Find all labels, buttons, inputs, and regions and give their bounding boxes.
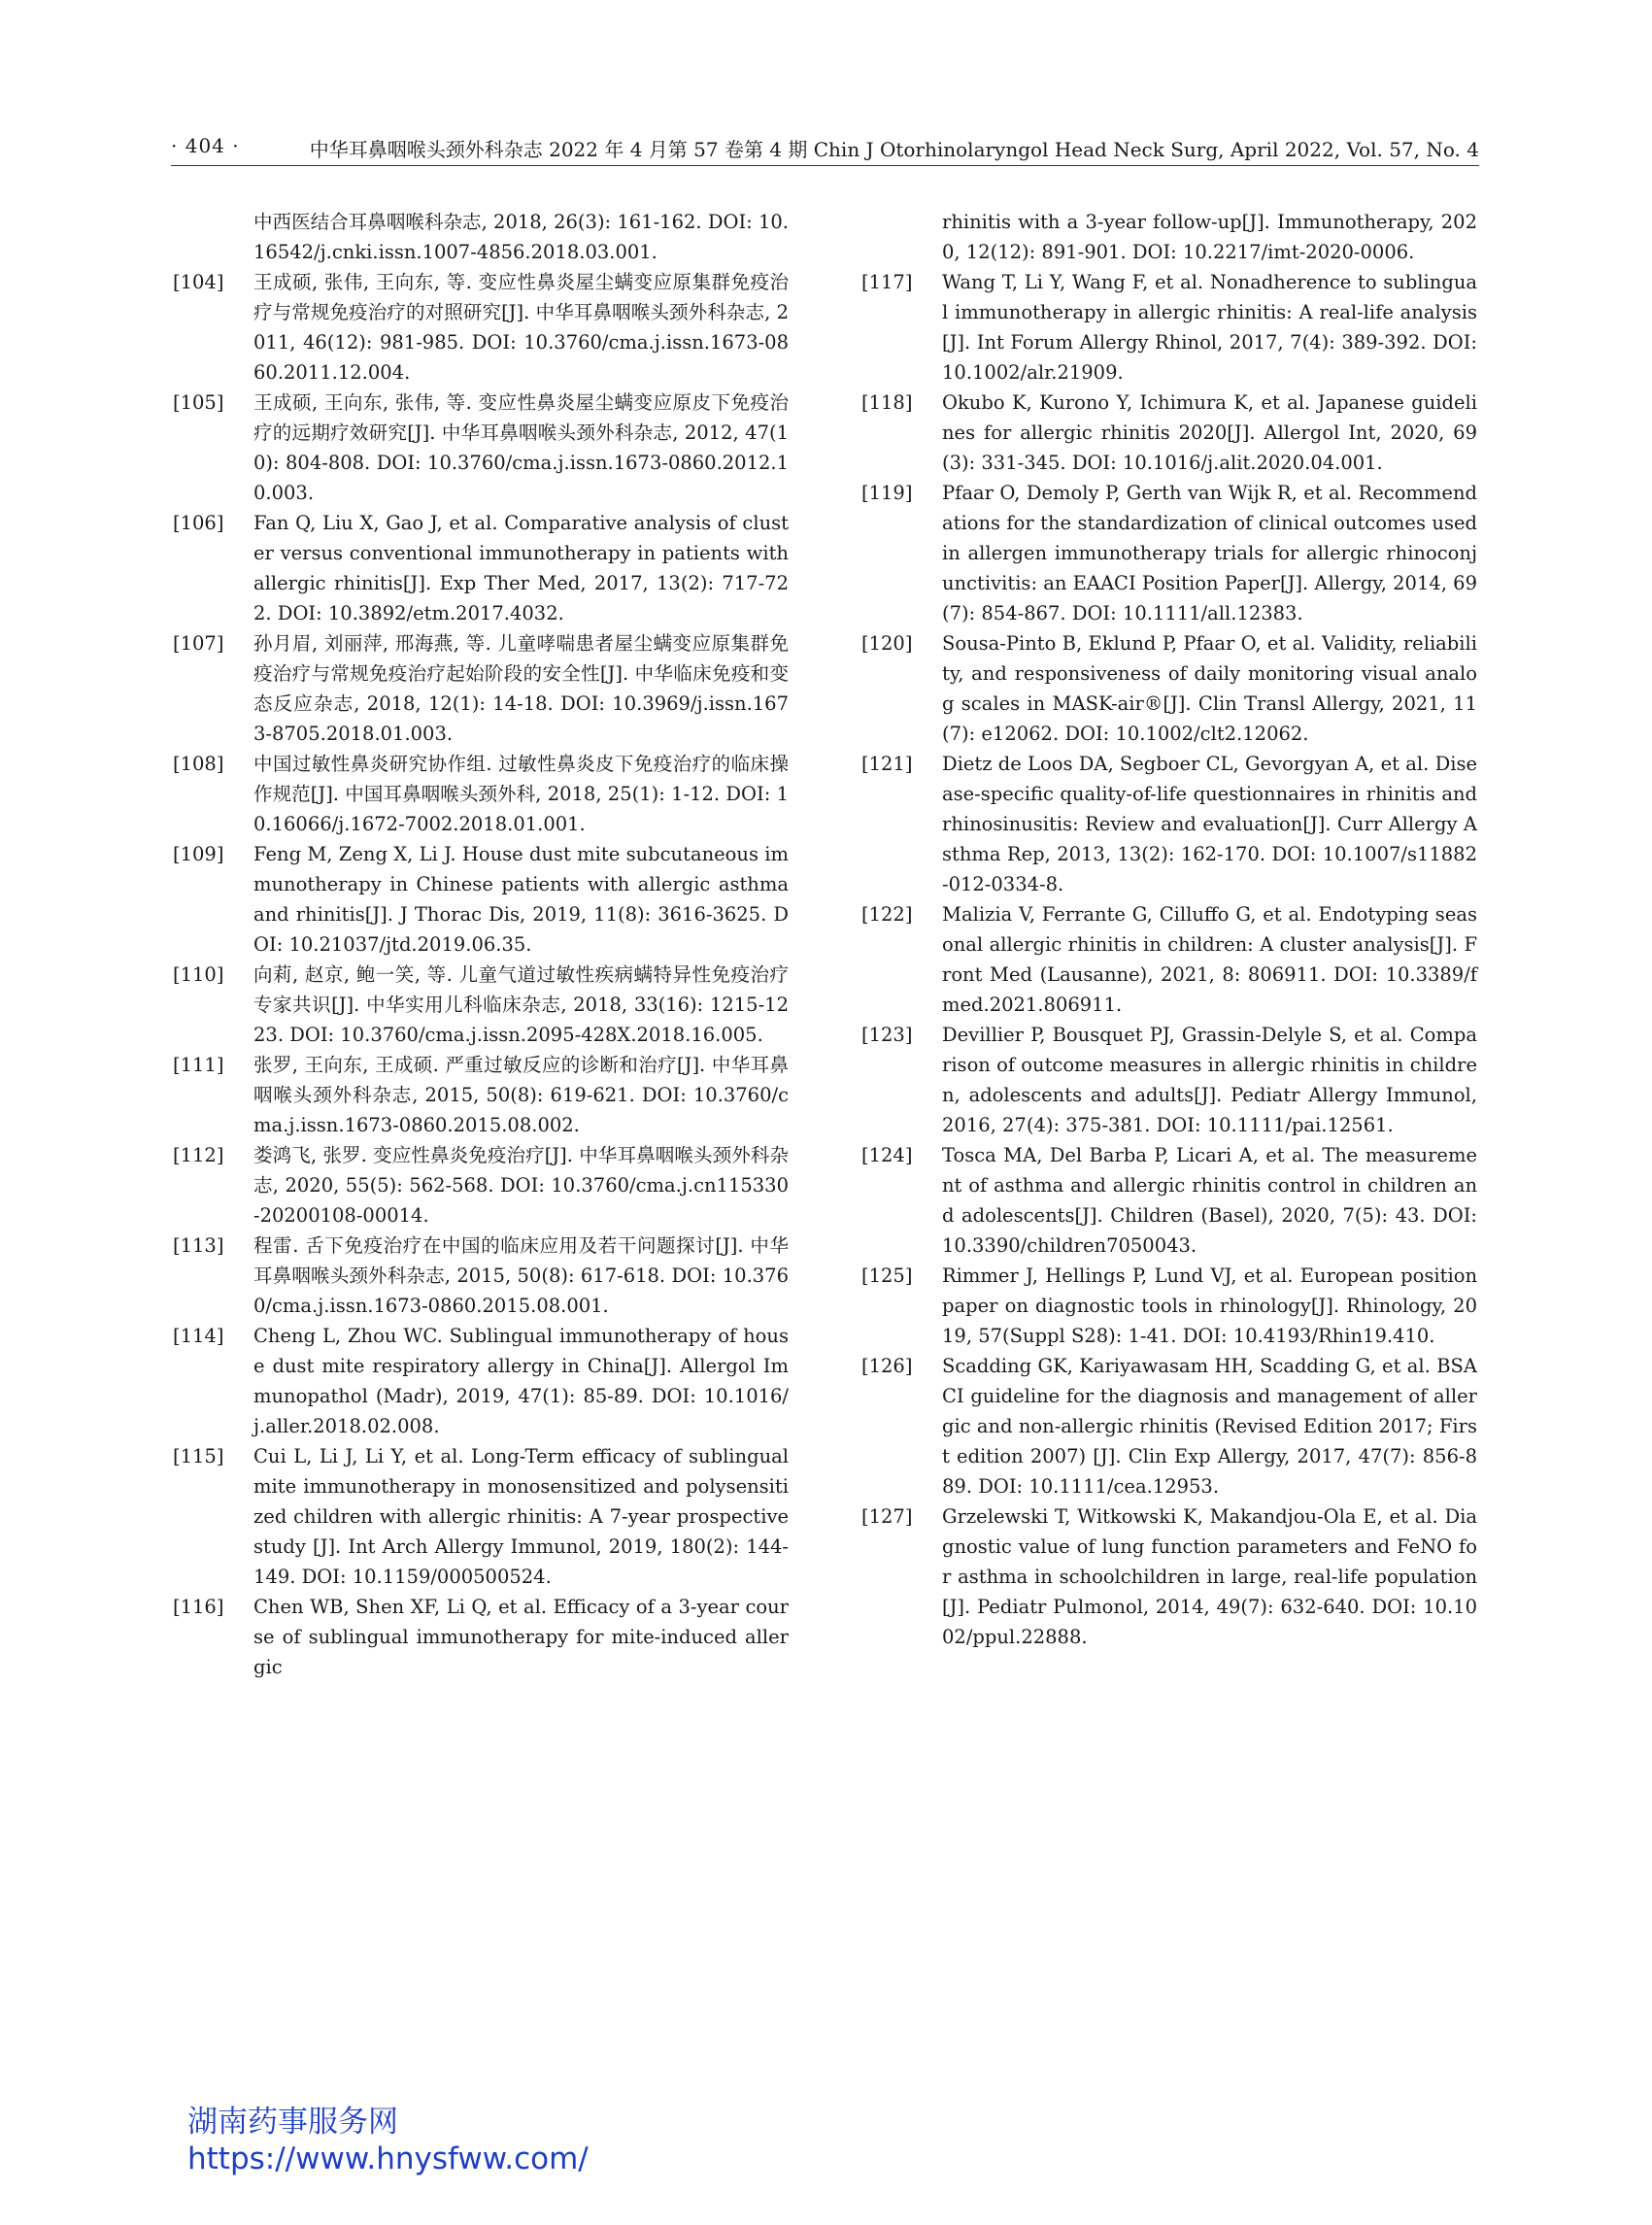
reference-item — [173, 1230, 789, 1321]
reference-text: Cheng L, Zhou WC. Sublingual immunotherapy of house dust mite respiratory allergy in China[J]. Allergol Immunopathol (Madr), 2019, 47(1): 85-89. DOI: 10.1016/j.aller.2018.02.008. — [253, 1325, 789, 1437]
reference-item — [861, 388, 1477, 478]
reference-number: [113] — [173, 1234, 224, 1257]
reference-item — [173, 1321, 789, 1441]
reference-item — [861, 1261, 1477, 1351]
reference-number: [112] — [173, 1144, 224, 1166]
page-number: · 404 · — [171, 134, 240, 157]
reference-item — [173, 1441, 789, 1592]
reference-text: 王成硕, 张伟, 王向东, 等. 变应性鼻炎屋尘螨变应原集群免疫治疗与常规免疫治疗的对照研究[J]. 中华耳鼻咽喉头颈外科杂志, 2011, 46(12): 981-985. DOI: 10.3760/cma.j.issn.1673-0860.2011.12.004. — [253, 271, 789, 384]
reference-text: 娄鸿飞, 张罗. 变应性鼻炎免疫治疗[J]. 中华耳鼻咽喉头颈外科杂志, 2020, 55(5): 562-568. DOI: 10.3760/cma.j.cn115330-20200108-00014. — [253, 1144, 789, 1227]
reference-number: [114] — [173, 1325, 224, 1347]
reference-item — [173, 1140, 789, 1230]
reference-text: 中国过敏性鼻炎研究协作组. 过敏性鼻炎皮下免疫治疗的临床操作规范[J]. 中国耳鼻咽喉头颈外科, 2018, 25(1): 1-12. DOI: 10.16066/j.1672-7002.2018.01.001. — [253, 753, 789, 835]
reference-text: Wang T, Li Y, Wang F, et al. Nonadherence to sublingual immunotherapy in allergic rhinitis: A real-life analysis[J]. Int Forum Allergy Rhinol, 2017, 7(4): 389-392. DOI: 10.1002/alr.21909. — [942, 271, 1477, 384]
reference-item — [861, 207, 1477, 267]
reference-text: Tosca MA, Del Barba P, Licari A, et al. The measurement of asthma and allergic rhinitis control in children and adolescents[J]. Children (Basel), 2020, 7(5): 43. DOI: 10.3390/children7050043. — [942, 1144, 1477, 1257]
reference-item — [173, 207, 789, 267]
reference-number: [122] — [861, 903, 913, 926]
reference-number: [111] — [173, 1054, 224, 1076]
reference-item — [861, 267, 1477, 388]
reference-number: [127] — [861, 1505, 913, 1528]
reference-item — [173, 749, 789, 839]
site-watermark — [187, 2104, 589, 2177]
reference-number: [115] — [173, 1445, 224, 1467]
reference-text: Okubo K, Kurono Y, Ichimura K, et al. Japanese guidelines for allergic rhinitis 2020[J]. Allergol Int, 2020, 69(3): 331-345. DOI: 10.1016/j.alit.2020.04.001. — [942, 391, 1477, 474]
reference-number: [124] — [861, 1144, 913, 1166]
reference-item — [173, 388, 789, 508]
reference-number: [104] — [173, 271, 224, 293]
reference-column-left — [173, 207, 789, 1682]
reference-text: rhinitis with a 3-year follow-up[J]. Immunotherapy, 2020, 12(12): 891-901. DOI: 10.2217/imt-2020-0006. — [942, 211, 1477, 263]
reference-text: Rimmer J, Hellings P, Lund VJ, et al. European position paper on diagnostic tools in rhinology[J]. Rhinology, 2019, 57(Suppl S28): 1-41. DOI: 10.4193/Rhin19.410. — [942, 1264, 1477, 1347]
reference-item — [861, 478, 1477, 628]
reference-number: [110] — [173, 963, 224, 986]
reference-text: Sousa-Pinto B, Eklund P, Pfaar O, et al. Validity, reliability, and responsiveness of daily monitoring visual analog scales in MASK-air®[J]. Clin Transl Allergy, 2021, 11(7): e12062. DOI: 10.1002/clt2.12062. — [942, 632, 1477, 745]
reference-text: Scadding GK, Kariyawasam HH, Scadding G, et al. BSACI guideline for the diagnosis and management of allergic and non-allergic rhinitis (Revised Edition 2017; First edition 2007) [J]. Clin Exp Allergy, 2017, 47(7): 856-889. DOI: 10.1111/cea.12953. — [942, 1355, 1477, 1498]
reference-text: Fan Q, Liu X, Gao J, et al. Comparative analysis of cluster versus conventional immunotherapy in patients with allergic rhinitis[J]. Exp Ther Med, 2017, 13(2): 717-722. DOI: 10.3892/etm.2017.4032. — [253, 512, 789, 624]
reference-number: [107] — [173, 632, 224, 655]
reference-text: Grzelewski T, Witkowski K, Makandjou-Ola E, et al. Diagnostic value of lung function parameters and FeNO for asthma in schoolchildren in large, real-life population [J]. Pediatr Pulmonol, 2014, 49(7): 632-640. DOI: 10.1002/ppul.22888. — [942, 1505, 1477, 1648]
reference-text: Pfaar O, Demoly P, Gerth van Wijk R, et al. Recommendations for the standardization of clinical outcomes used in allergen immunotherapy trials for allergic rhinoconjunctivitis: an EAACI Position Paper[J]. Allergy, 2014, 69(7): 854-867. DOI: 10.1111/all.12383. — [942, 482, 1477, 624]
reference-number: [123] — [861, 1024, 913, 1046]
reference-item — [173, 1592, 789, 1682]
running-header — [171, 130, 1479, 166]
reference-item — [173, 628, 789, 749]
reference-text: 孙月眉, 刘丽萍, 邢海燕, 等. 儿童哮喘患者屋尘螨变应原集群免疫治疗与常规免疫治疗起始阶段的安全性[J]. 中华临床免疫和变态反应杂志, 2018, 12(1): 14-18. DOI: 10.3969/j.issn.1673-8705.2018.01.003. — [253, 632, 789, 745]
reference-column-right — [861, 207, 1477, 1652]
reference-item — [861, 749, 1477, 899]
reference-text: 向莉, 赵京, 鲍一笑, 等. 儿童气道过敏性疾病螨特异性免疫治疗专家共识[J]. 中华实用儿科临床杂志, 2018, 33(16): 1215-1223. DOI: 10.3760/cma.j.issn.2095-428X.2018.16.005. — [253, 963, 789, 1046]
reference-number: [106] — [173, 512, 224, 534]
reference-text: 程雷. 舌下免疫治疗在中国的临床应用及若干问题探讨[J]. 中华耳鼻咽喉头颈外科杂志, 2015, 50(8): 617-618. DOI: 10.3760/cma.j.issn.1673-0860.2015.08.001. — [253, 1234, 789, 1317]
watermark-url[interactable]: https://www.hnysfww.com/ — [187, 2141, 589, 2176]
reference-text: Cui L, Li J, Li Y, et al. Long-Term efficacy of sublingual mite immunotherapy in monosensitized and polysensitized children with allergic rhinitis: A 7-year prospective study [J]. Int Arch Allergy Immunol, 2019, 180(2): 144-149. DOI: 10.1159/000500524. — [253, 1445, 789, 1588]
reference-number: [121] — [861, 753, 913, 775]
reference-text: 王成硕, 王向东, 张伟, 等. 变应性鼻炎屋尘螨变应原皮下免疫治疗的远期疗效研究[J]. 中华耳鼻咽喉头颈外科杂志, 2012, 47(10): 804-808. DOI: 10.3760/cma.j.issn.1673-0860.2012.10.003. — [253, 391, 789, 504]
reference-text: Chen WB, Shen XF, Li Q, et al. Efficacy of a 3-year course of sublingual immunotherapy for mite-induced allergic — [253, 1596, 789, 1678]
reference-number: [116] — [173, 1596, 224, 1618]
reference-number: [105] — [173, 391, 224, 414]
reference-item — [861, 1351, 1477, 1501]
reference-text: Dietz de Loos DA, Segboer CL, Gevorgyan A, et al. Disease-specific quality-of-life questionnaires in rhinitis and rhinosinusitis: Review and evaluation[J]. Curr Allergy Asthma Rep, 2013, 13(2): 162-170. DOI: 10.1007/s11882-012-0334-8. — [942, 753, 1477, 895]
reference-item — [861, 1501, 1477, 1652]
reference-number: [125] — [861, 1264, 913, 1287]
reference-text: Malizia V, Ferrante G, Cilluffo G, et al. Endotyping seasonal allergic rhinitis in children: A cluster analysis[J]. Front Med (Lausanne), 2021, 8: 806911. DOI: 10.3389/fmed.2021.806911. — [942, 903, 1477, 1016]
reference-item — [861, 899, 1477, 1020]
reference-number: [109] — [173, 843, 224, 865]
reference-text: 中西医结合耳鼻咽喉科杂志, 2018, 26(3): 161-162. DOI: 10.16542/j.cnki.issn.1007-4856.2018.03.001. — [253, 211, 789, 263]
reference-item — [173, 839, 789, 960]
reference-item — [173, 508, 789, 628]
watermark-site-name: 湖南药事服务网 — [187, 2105, 398, 2140]
reference-number: [118] — [861, 391, 913, 414]
reference-item — [173, 267, 789, 388]
reference-number: [108] — [173, 753, 224, 775]
reference-text: Feng M, Zeng X, Li J. House dust mite subcutaneous immunotherapy in Chinese patients with allergic asthma and rhinitis[J]. J Thorac Dis, 2019, 11(8): 3616-3625. DOI: 10.21037/jtd.2019.06.35. — [253, 843, 789, 956]
reference-text: Devillier P, Bousquet PJ, Grassin-Delyle S, et al. Comparison of outcome measures in allergic rhinitis in children, adolescents and adults[J]. Pediatr Allergy Immunol, 2016, 27(4): 375-381. DOI: 10.1111/pai.12561. — [942, 1024, 1477, 1136]
reference-number: [120] — [861, 632, 913, 655]
reference-text: 张罗, 王向东, 王成硕. 严重过敏反应的诊断和治疗[J]. 中华耳鼻咽喉头颈外科杂志, 2015, 50(8): 619-621. DOI: 10.3760/cma.j.issn.1673-0860.2015.08.002. — [253, 1054, 789, 1136]
reference-item — [861, 1020, 1477, 1140]
reference-item — [861, 1140, 1477, 1261]
reference-number: [117] — [861, 271, 913, 293]
reference-item — [173, 1050, 789, 1140]
reference-number: [126] — [861, 1355, 913, 1377]
reference-item — [861, 628, 1477, 749]
journal-citation-line: 中华耳鼻咽喉头颈外科杂志 2022 年 4 月第 57 卷第 4 期 Chin J Otorhinolaryngol Head Neck Surg, April 2022, Vol. 57, No. 4 — [309, 138, 1479, 161]
reference-number: [119] — [861, 482, 913, 504]
reference-item — [173, 960, 789, 1050]
